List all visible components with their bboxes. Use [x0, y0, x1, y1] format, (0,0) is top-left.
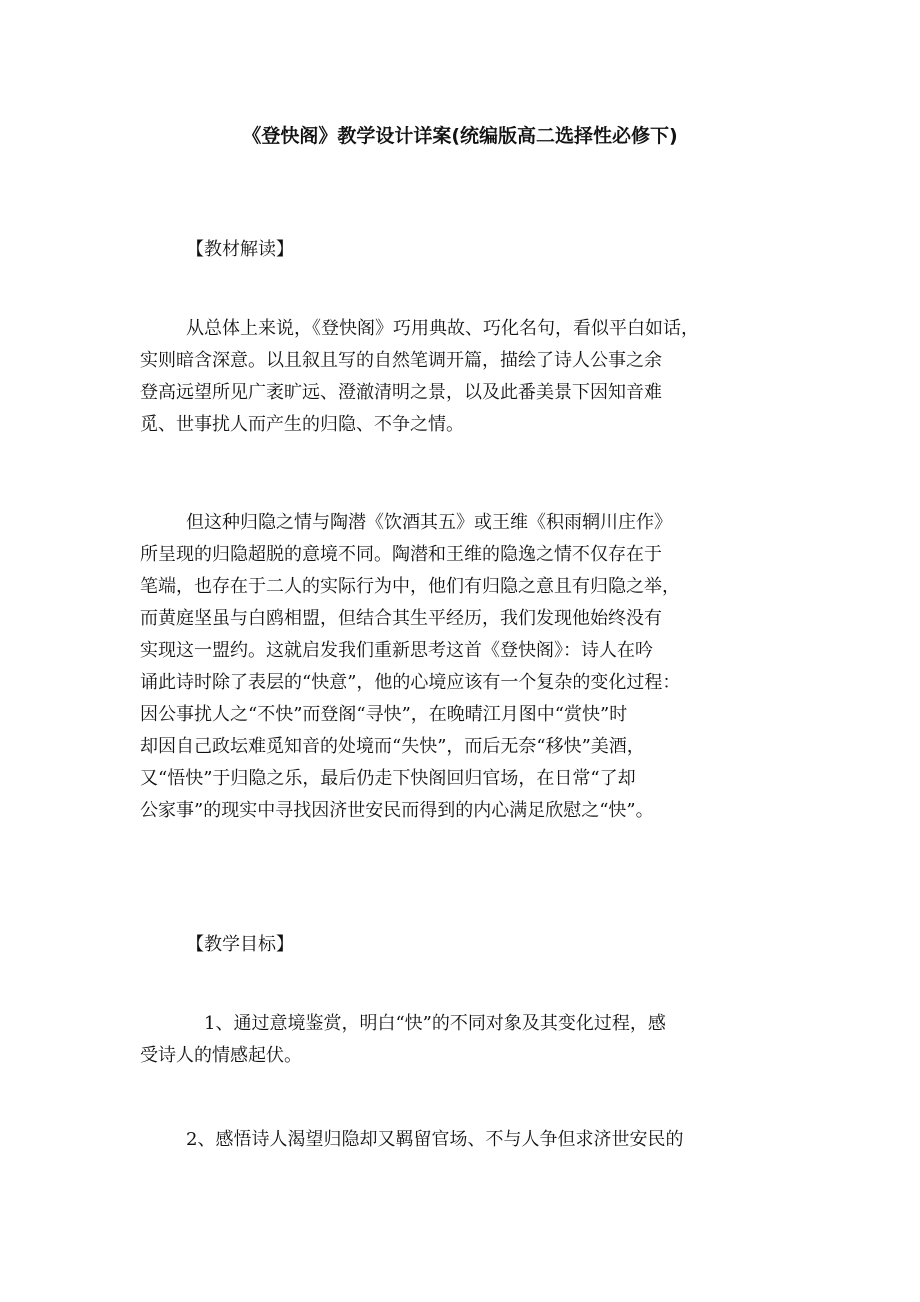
section-heading-textbook-analysis: 【教材解读】: [186, 239, 294, 260]
text-line: 从总体上来说，《登快阁》巧用典故、巧化名句，看似平白如话，: [186, 318, 699, 339]
paragraph-comparison: [140, 507, 790, 827]
text-line: 诵此诗时除了表层的“快意”，他的心境应该有一个复杂的变化过程：: [140, 672, 681, 693]
paragraph-goal-1: [140, 1008, 790, 1072]
text-line: 而黄庭坚虽与白鸥相盟，但结合其生平经历，我们发现他始终没有: [140, 608, 662, 629]
text-line: 却因自己政坛难觅知音的处境而“失快”，而后无奈“移快”美酒，: [140, 736, 645, 757]
text-line: 所呈现的归隐超脱的意境不同。陶潜和王维的隐逸之情不仅存在于: [140, 544, 662, 565]
text-line: 笔端，也存在于二人的实际行为中，他们有归隐之意且有归隐之举，: [140, 576, 680, 597]
text-line: 但这种归隐之情与陶潜《饮酒其五》或王维《积雨辋川庄作》: [186, 512, 672, 533]
text-line: 2、感悟诗人渴望归隐却又羁留官场、不与人争但求济世安民的: [186, 1129, 684, 1150]
text-line: 又“悟快”于归隐之乐，最后仍走下快阁回归官场，在日常“了却: [140, 768, 636, 789]
section-heading-teaching-goals: 【教学目标】: [186, 934, 294, 955]
paragraph-overview: [140, 313, 790, 441]
text-line: 实现这一盟约。这就启发我们重新思考这首《登快阁》：诗人在吟: [140, 640, 653, 661]
text-line: 1、通过意境鉴赏，明白“快”的不同对象及其变化过程，感: [204, 1013, 666, 1034]
text-line: 登高远望所见广袤旷远、澄澈清明之景，以及此番美景下因知音难: [140, 382, 662, 403]
text-line: 因公事扰人之“不快”而登阁“寻快”，在晚晴江月图中“赏快”时: [140, 704, 628, 725]
document-title: 《登快阁》教学设计详案(统编版高二选择性必修下): [242, 125, 678, 147]
text-line: 受诗人的情感起伏。: [140, 1045, 302, 1066]
paragraph-goal-2: [140, 1124, 790, 1156]
text-line: 公家事”的现实中寻找因济世安民而得到的内心满足欣慰之“快”。: [140, 800, 654, 821]
text-line: 实则暗含深意。以且叙且写的自然笔调开篇，描绘了诗人公事之余: [140, 350, 662, 371]
text-line: 觅、世事扰人而产生的归隐、不争之情。: [140, 414, 464, 435]
